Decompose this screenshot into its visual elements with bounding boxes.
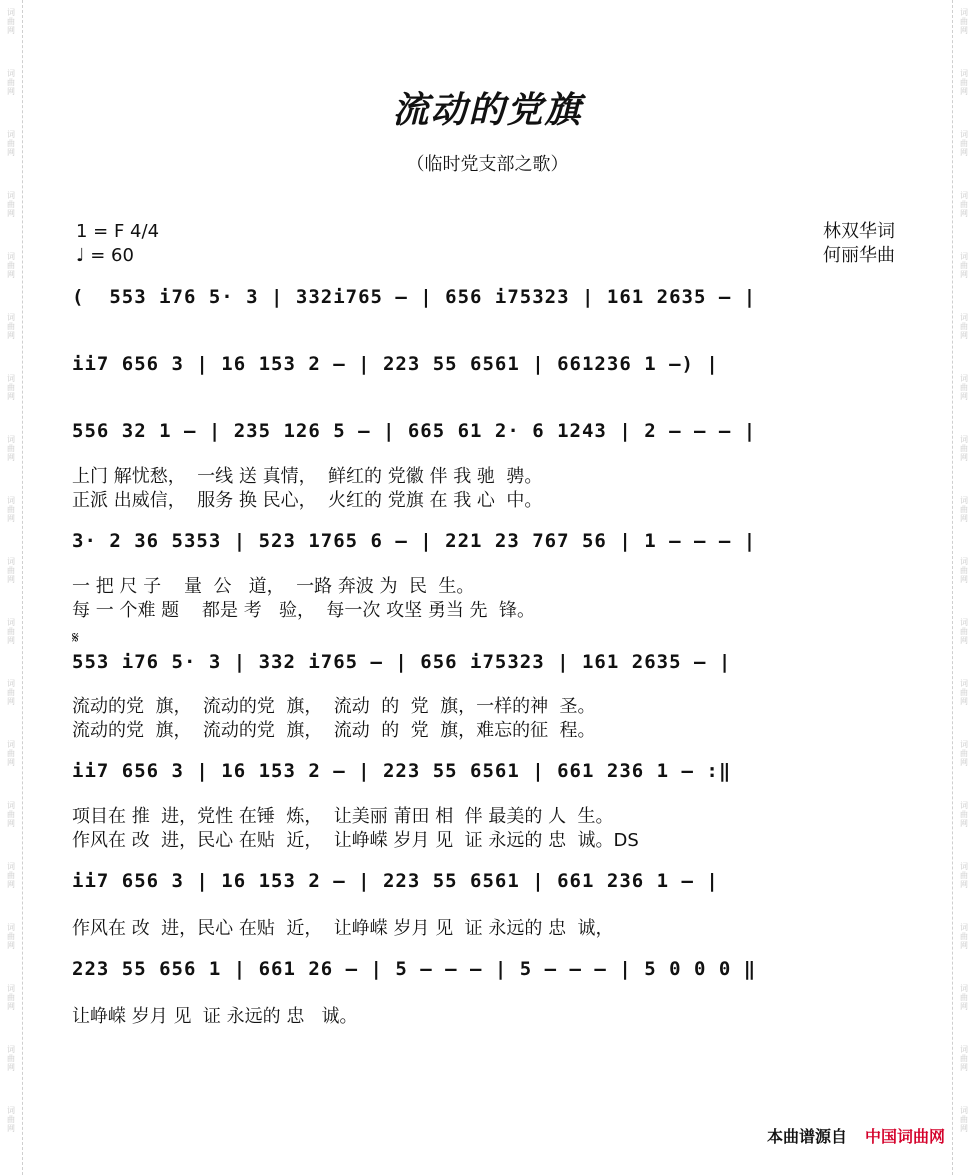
song-title: 流动的党旗 bbox=[392, 89, 583, 131]
watermark-text: 词 曲 网 bbox=[7, 252, 15, 279]
watermark-text: 词 曲 网 bbox=[960, 496, 968, 523]
watermark-text: 词 曲 网 bbox=[960, 679, 968, 706]
notation-row: 223 55 656 1 | 661 26 — | 5 — — — | 5 — — — | 5 0 0 0 ‖ bbox=[72, 958, 757, 980]
watermark-text: 词 曲 网 bbox=[7, 8, 15, 35]
watermark-text: 词 曲 网 bbox=[960, 618, 968, 645]
lyricist: 林双华词 bbox=[823, 221, 895, 242]
watermark-text: 词 曲 网 bbox=[960, 374, 968, 401]
lyric-line: 作风在 改 进，民心 在贴 近， 让峥嵘 岁月 见 证 永远的 忠 诚， bbox=[72, 918, 614, 939]
watermark-text: 词 曲 网 bbox=[7, 618, 15, 645]
key-tempo bbox=[76, 220, 159, 268]
watermark-text: 词 曲 网 bbox=[960, 862, 968, 889]
watermark-text: 词 曲 网 bbox=[960, 69, 968, 96]
lyric-line: 作风在 改 进，民心 在贴 近， 让峥嵘 岁月 见 证 永远的 忠 诚。DS bbox=[72, 830, 639, 851]
watermark-text: 词 曲 网 bbox=[960, 557, 968, 584]
watermark-text: 词 曲 网 bbox=[960, 923, 968, 950]
watermark-text: 词 曲 网 bbox=[960, 8, 968, 35]
lyric-line: 项目在 推 进，党性 在锤 炼， 让美丽 莆田 相 伴 最美的 人 生。 bbox=[72, 806, 614, 827]
notation-row: ii7 656 3 | 16 153 2 — | 223 55 6561 | 661 236 1 — | bbox=[72, 870, 719, 892]
watermark-text: 词 曲 网 bbox=[960, 191, 968, 218]
watermark-text: 词 曲 网 bbox=[7, 496, 15, 523]
watermark-text: 词 曲 网 bbox=[7, 1045, 15, 1072]
lyric-line: 正派 出威信， 服务 换 民心， 火红的 党旗 在 我 心 中。 bbox=[72, 490, 543, 511]
watermark-text: 词 曲 网 bbox=[7, 984, 15, 1011]
segno-sign: 𝄋 bbox=[72, 628, 79, 647]
watermark-text: 词 曲 网 bbox=[7, 801, 15, 828]
watermark-text: 词 曲 网 bbox=[7, 557, 15, 584]
watermark-text: 词 曲 网 bbox=[7, 69, 15, 96]
source-credit bbox=[767, 1124, 945, 1147]
watermark-text: 词 曲 网 bbox=[7, 313, 15, 340]
watermark-text: 词 曲 网 bbox=[960, 130, 968, 157]
lyric-line: 流动的党 旗， 流动的党 旗， 流动 的 党 旗，一样的神 圣。 bbox=[72, 696, 596, 717]
source-label: 本曲谱源自 bbox=[766, 1127, 847, 1146]
notation-row: ii7 656 3 | 16 153 2 — | 223 55 6561 | 661 236 1 — :‖ bbox=[72, 760, 732, 782]
notation-row: ( 553 i76 5· 3 | 332i765 — | 656 i75323 | 161 2635 — | bbox=[72, 286, 757, 308]
watermark-text: 词 曲 网 bbox=[960, 801, 968, 828]
watermark-text: 词 曲 网 bbox=[7, 740, 15, 767]
tempo-marking: ♩ = 60 bbox=[76, 245, 134, 266]
watermark-text: 词 曲 网 bbox=[960, 1045, 968, 1072]
notation-row: 556 32 1 — | 235 126 5 — | 665 61 2· 6 1243 | 2 — — — | bbox=[72, 420, 757, 442]
key-signature: 1 = F 4/4 bbox=[76, 221, 160, 242]
watermark-text: 词 曲 网 bbox=[7, 435, 15, 462]
source-link[interactable]: 中国词曲网 bbox=[864, 1127, 945, 1146]
notation-row: 553 i76 5· 3 | 332 i765 — | 656 i75323 | 161 2635 — | bbox=[72, 651, 732, 673]
lyric-line: 每 一 个难 题 都是 考 验， 每一次 攻坚 勇当 先 锋。 bbox=[72, 600, 535, 621]
lyric-line: 一 把 尺 子 量 公 道， 一路 奔波 为 民 生。 bbox=[72, 576, 475, 597]
song-subtitle: （临时党支部之歌） bbox=[406, 154, 569, 175]
lyric-line: 上门 解忧愁， 一线 送 真情， 鲜红的 党徽 伴 我 驰 骋。 bbox=[72, 466, 543, 487]
notation-row: ii7 656 3 | 16 153 2 — | 223 55 6561 | 661236 1 —) | bbox=[72, 353, 719, 375]
watermark-text: 词 曲 网 bbox=[960, 313, 968, 340]
watermark-text: 词 曲 网 bbox=[960, 984, 968, 1011]
watermark-text: 词 曲 网 bbox=[7, 1106, 15, 1133]
watermark-text: 词 曲 网 bbox=[960, 435, 968, 462]
lyric-line: 流动的党 旗， 流动的党 旗， 流动 的 党 旗，难忘的征 程。 bbox=[72, 720, 596, 741]
credits bbox=[823, 220, 895, 268]
watermark-text: 词 曲 网 bbox=[7, 679, 15, 706]
watermark-text: 词 曲 网 bbox=[7, 923, 15, 950]
watermark-text: 词 曲 网 bbox=[7, 191, 15, 218]
notation-row: 3· 2 36 5353 | 523 1765 6 — | 221 23 767 56 | 1 — — — | bbox=[72, 530, 757, 552]
composer: 何丽华曲 bbox=[823, 245, 895, 266]
watermark-text: 词 曲 网 bbox=[7, 862, 15, 889]
watermark-text: 词 曲 网 bbox=[960, 252, 968, 279]
watermark-text: 词 曲 网 bbox=[7, 374, 15, 401]
watermark-text: 词 曲 网 bbox=[960, 1106, 968, 1133]
watermark-text: 词 曲 网 bbox=[960, 740, 968, 767]
lyric-line: 让峥嵘 岁月 见 证 永远的 忠 诚。 bbox=[72, 1006, 358, 1027]
watermark-text: 词 曲 网 bbox=[7, 130, 15, 157]
